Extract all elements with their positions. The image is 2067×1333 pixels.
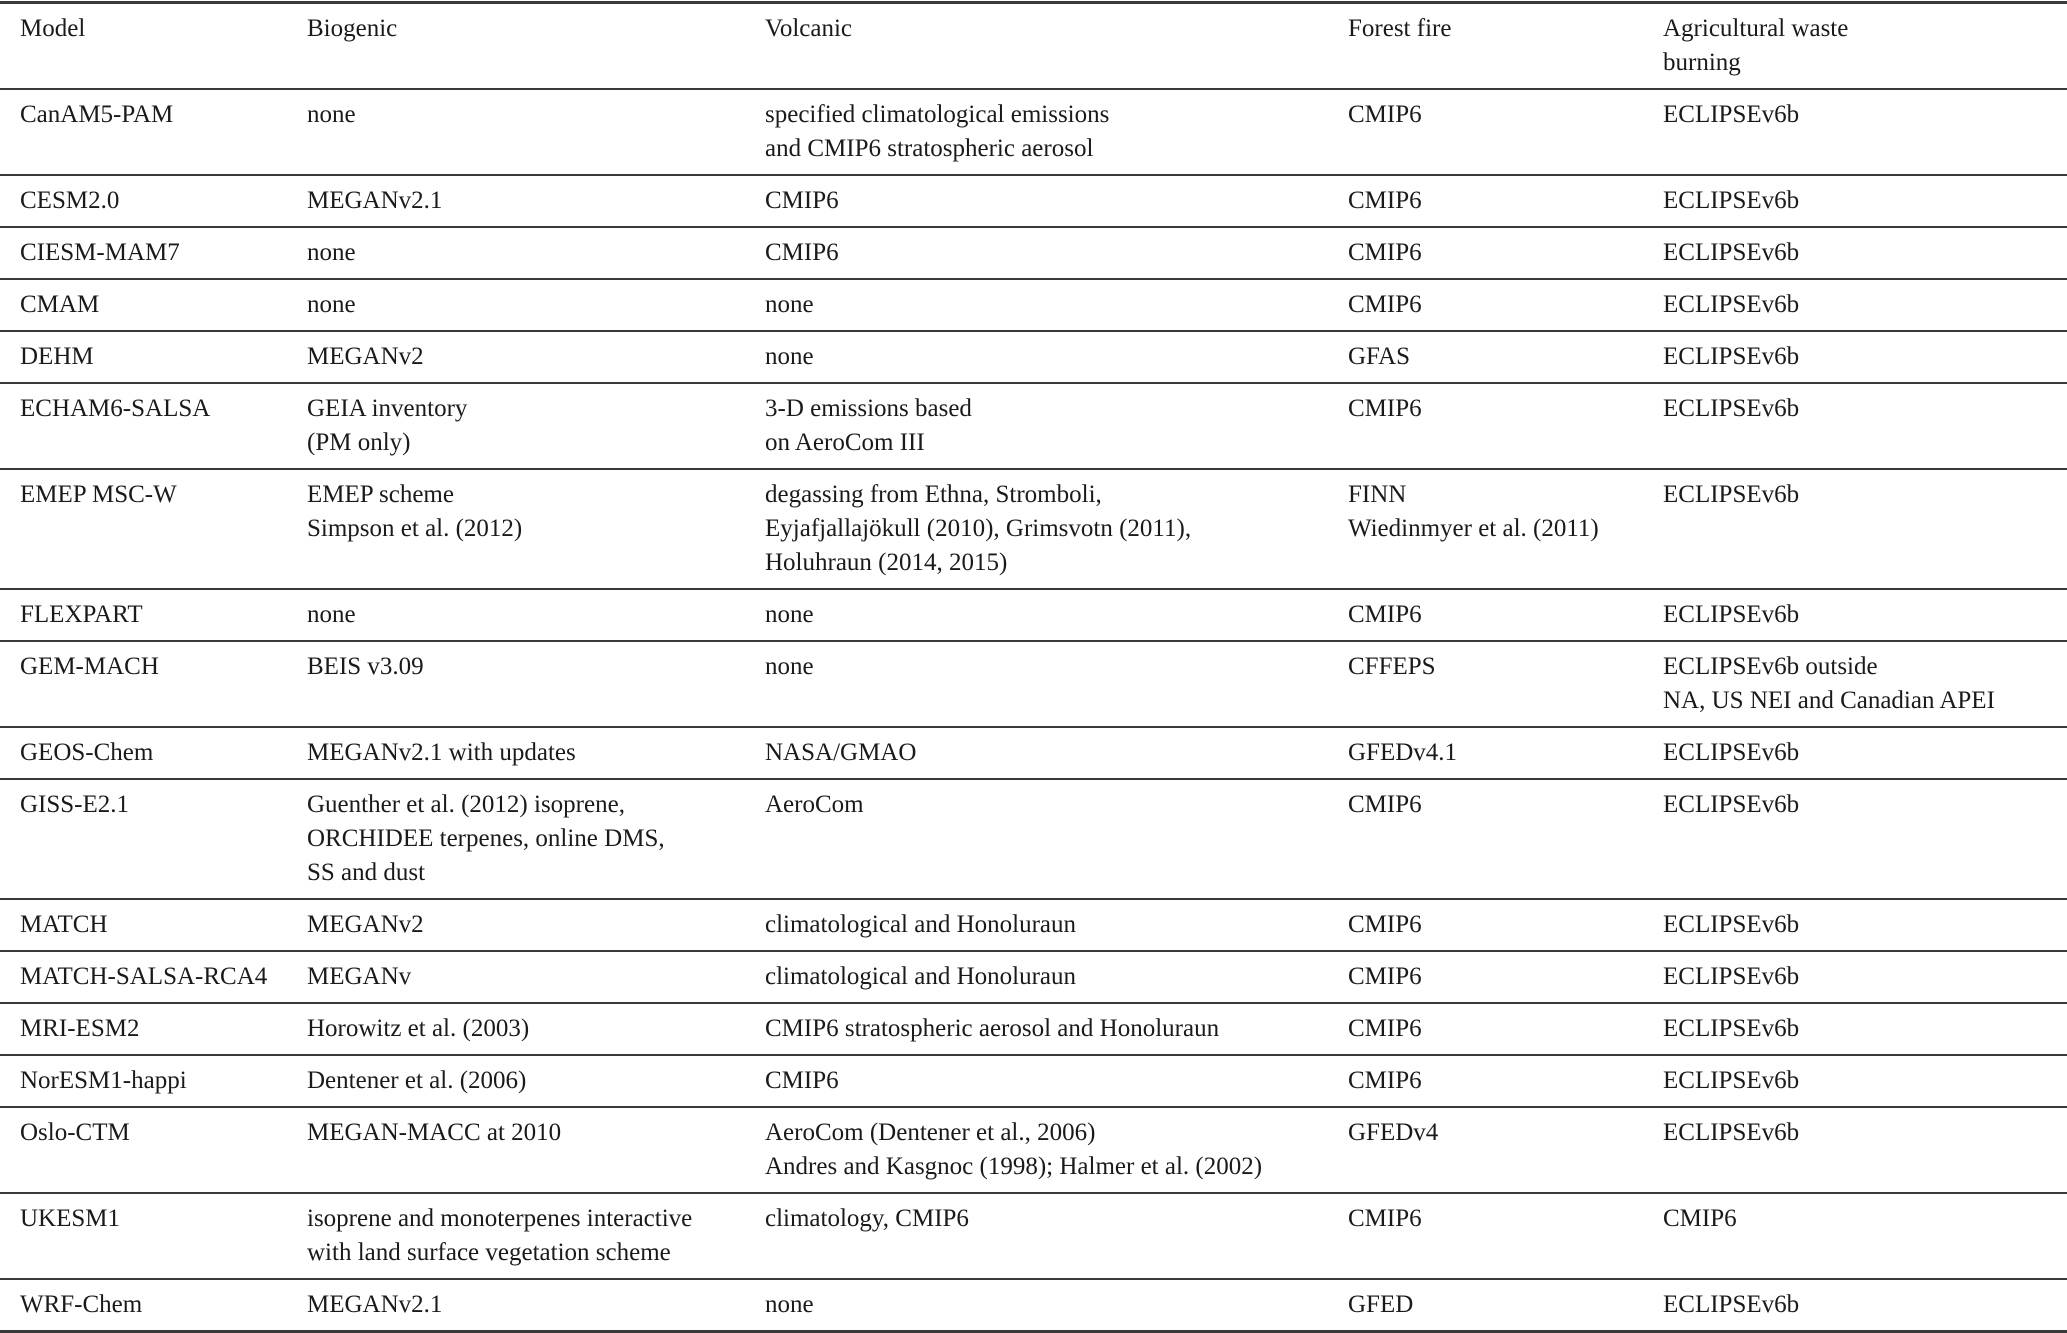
cell-volcanic — [765, 227, 1348, 279]
cell-text: none — [307, 101, 356, 128]
cell-volcanic — [765, 641, 1348, 727]
cell-model — [0, 383, 307, 469]
cell-agricultural-waste-burning — [1663, 175, 2067, 227]
cell-text: EMEP MSC-W — [20, 481, 177, 508]
cell-agricultural-waste-burning — [1663, 899, 2067, 951]
cell-volcanic — [765, 1193, 1348, 1279]
header-agricultural-waste-burning — [1663, 3, 2067, 90]
cell-text: CMIP6 — [1348, 1015, 1422, 1042]
cell-volcanic — [765, 589, 1348, 641]
header-forest-fire — [1348, 3, 1663, 90]
table-row — [0, 589, 2067, 641]
table-row — [0, 469, 2067, 589]
cell-biogenic — [307, 727, 765, 779]
cell-text: GFEDv4.1 — [1348, 739, 1458, 766]
cell-text: GFED — [1348, 1291, 1414, 1318]
cell-text: ECLIPSEv6b — [1663, 911, 1800, 938]
header-text: Model — [20, 15, 86, 42]
cell-model — [0, 899, 307, 951]
header-text: Agricultural waste — [1663, 15, 1849, 42]
cell-text: none — [307, 239, 356, 266]
cell-text: CanAM5-PAM — [20, 101, 174, 128]
cell-text: EMEP scheme — [307, 481, 454, 508]
cell-agricultural-waste-burning — [1663, 383, 2067, 469]
cell-forest-fire — [1348, 589, 1663, 641]
cell-text: FLEXPART — [20, 601, 143, 628]
table-row — [0, 951, 2067, 1003]
cell-text: none — [765, 1291, 814, 1318]
cell-volcanic — [765, 779, 1348, 899]
cell-text: GFAS — [1348, 343, 1411, 370]
cell-text: FINN — [1348, 481, 1407, 508]
cell-text: MEGANv2 — [307, 911, 424, 938]
cell-forest-fire — [1348, 1193, 1663, 1279]
cell-volcanic — [765, 89, 1348, 175]
cell-text: Guenther et al. (2012) isoprene, — [307, 791, 625, 818]
cell-biogenic — [307, 1279, 765, 1332]
cell-biogenic — [307, 1003, 765, 1055]
table-row — [0, 1279, 2067, 1332]
cell-biogenic — [307, 589, 765, 641]
cell-text: ECLIPSEv6b — [1663, 239, 1800, 266]
cell-text: 3-D emissions based — [765, 395, 972, 422]
cell-text: CFFEPS — [1348, 653, 1436, 680]
cell-model — [0, 1279, 307, 1332]
cell-text: GFEDv4 — [1348, 1119, 1439, 1146]
table-row — [0, 1003, 2067, 1055]
cell-text: MEGANv — [307, 963, 412, 990]
cell-text: ORCHIDEE terpenes, online DMS, — [307, 825, 665, 852]
cell-text: AeroCom — [765, 791, 864, 818]
cell-agricultural-waste-burning — [1663, 1193, 2067, 1279]
cell-text: climatology, CMIP6 — [765, 1205, 969, 1232]
cell-model — [0, 89, 307, 175]
cell-text: CMIP6 — [765, 187, 839, 214]
cell-text: Holuhraun (2014, 2015) — [765, 549, 1008, 576]
cell-text: BEIS v3.09 — [307, 653, 424, 680]
table-row — [0, 779, 2067, 899]
cell-text: WRF-Chem — [20, 1291, 143, 1318]
cell-text: CMAM — [20, 291, 100, 318]
cell-text: Andres and Kasgnoc (1998); Halmer et al. (2002) — [765, 1153, 1263, 1180]
cell-text: GEM-MACH — [20, 653, 159, 680]
cell-text: with land surface vegetation scheme — [307, 1239, 671, 1266]
header-row — [0, 3, 2067, 90]
cell-agricultural-waste-burning — [1663, 331, 2067, 383]
cell-agricultural-waste-burning — [1663, 641, 2067, 727]
cell-text: CMIP6 — [1348, 101, 1422, 128]
cell-volcanic — [765, 175, 1348, 227]
cell-text: MEGANv2.1 with updates — [307, 739, 576, 766]
cell-agricultural-waste-burning — [1663, 1107, 2067, 1193]
cell-forest-fire — [1348, 279, 1663, 331]
cell-text: Dentener et al. (2006) — [307, 1067, 527, 1094]
cell-text: (PM only) — [307, 429, 411, 456]
cell-forest-fire — [1348, 1003, 1663, 1055]
cell-forest-fire — [1348, 641, 1663, 727]
cell-text: GEOS-Chem — [20, 739, 154, 766]
cell-volcanic — [765, 331, 1348, 383]
header-biogenic — [307, 3, 765, 90]
cell-volcanic — [765, 469, 1348, 589]
cell-forest-fire — [1348, 1279, 1663, 1332]
cell-model — [0, 589, 307, 641]
cell-text: CESM2.0 — [20, 187, 120, 214]
cell-model — [0, 951, 307, 1003]
cell-text: ECLIPSEv6b — [1663, 601, 1800, 628]
cell-biogenic — [307, 279, 765, 331]
cell-volcanic — [765, 383, 1348, 469]
header-volcanic — [765, 3, 1348, 90]
cell-text: ECLIPSEv6b outside — [1663, 653, 1878, 680]
table-row — [0, 331, 2067, 383]
cell-text: none — [307, 291, 356, 318]
cell-text: ECLIPSEv6b — [1663, 481, 1800, 508]
cell-agricultural-waste-burning — [1663, 227, 2067, 279]
cell-agricultural-waste-burning — [1663, 89, 2067, 175]
header-text: Forest fire — [1348, 15, 1452, 42]
cell-text: Horowitz et al. (2003) — [307, 1015, 530, 1042]
cell-forest-fire — [1348, 899, 1663, 951]
cell-text: none — [765, 343, 814, 370]
cell-text: Wiedinmyer et al. (2011) — [1348, 515, 1599, 542]
cell-text: on AeroCom III — [765, 429, 925, 456]
cell-text: ECHAM6-SALSA — [20, 395, 211, 422]
header-text: burning — [1663, 49, 1741, 76]
cell-text: climatological and Honoluraun — [765, 963, 1077, 990]
cell-text: GISS-E2.1 — [20, 791, 130, 818]
cell-text: CMIP6 — [1348, 601, 1422, 628]
cell-text: DEHM — [20, 343, 94, 370]
cell-forest-fire — [1348, 1055, 1663, 1107]
cell-text: ECLIPSEv6b — [1663, 739, 1800, 766]
cell-forest-fire — [1348, 89, 1663, 175]
cell-text: specified climatological emissions — [765, 101, 1110, 128]
cell-text: Simpson et al. (2012) — [307, 515, 523, 542]
table-row — [0, 279, 2067, 331]
cell-text: isoprene and monoterpenes interactive — [307, 1205, 693, 1232]
cell-volcanic — [765, 1003, 1348, 1055]
cell-text: Oslo-CTM — [20, 1119, 130, 1146]
cell-volcanic — [765, 1055, 1348, 1107]
cell-text: CMIP6 — [1348, 1205, 1422, 1232]
cell-text: climatological and Honoluraun — [765, 911, 1077, 938]
cell-text: ECLIPSEv6b — [1663, 1015, 1800, 1042]
table-row — [0, 1107, 2067, 1193]
cell-volcanic — [765, 1107, 1348, 1193]
cell-biogenic — [307, 1107, 765, 1193]
cell-text: MRI-ESM2 — [20, 1015, 140, 1042]
cell-forest-fire — [1348, 175, 1663, 227]
cell-text: CMIP6 — [1348, 791, 1422, 818]
cell-text: CMIP6 — [1348, 291, 1422, 318]
cell-volcanic — [765, 899, 1348, 951]
table-row — [0, 899, 2067, 951]
cell-text: Eyjafjallajökull (2010), Grimsvotn (2011), — [765, 515, 1192, 542]
cell-text: CIESM-MAM7 — [20, 239, 180, 266]
table-row — [0, 383, 2067, 469]
cell-model — [0, 1193, 307, 1279]
cell-text: MEGANv2 — [307, 343, 424, 370]
cell-text: degassing from Ethna, Stromboli, — [765, 481, 1102, 508]
table-row — [0, 727, 2067, 779]
cell-agricultural-waste-burning — [1663, 279, 2067, 331]
header-text: Volcanic — [765, 15, 853, 42]
cell-biogenic — [307, 175, 765, 227]
cell-biogenic — [307, 951, 765, 1003]
cell-text: none — [307, 601, 356, 628]
cell-text: NASA/GMAO — [765, 739, 917, 766]
cell-forest-fire — [1348, 951, 1663, 1003]
cell-text: CMIP6 — [1348, 963, 1422, 990]
header-model — [0, 3, 307, 90]
cell-forest-fire — [1348, 331, 1663, 383]
cell-text: MEGANv2.1 — [307, 187, 443, 214]
cell-text: MATCH-SALSA-RCA4 — [20, 963, 268, 990]
table-row — [0, 1193, 2067, 1279]
cell-text: UKESM1 — [20, 1205, 121, 1232]
cell-model — [0, 469, 307, 589]
cell-text: ECLIPSEv6b — [1663, 187, 1800, 214]
cell-biogenic — [307, 779, 765, 899]
cell-biogenic — [307, 1055, 765, 1107]
cell-biogenic — [307, 1193, 765, 1279]
cell-text: ECLIPSEv6b — [1663, 963, 1800, 990]
table-row — [0, 227, 2067, 279]
cell-volcanic — [765, 1279, 1348, 1332]
cell-volcanic — [765, 951, 1348, 1003]
cell-text: MATCH — [20, 911, 108, 938]
table-header — [0, 3, 2067, 90]
table-row — [0, 89, 2067, 175]
cell-volcanic — [765, 727, 1348, 779]
cell-text: none — [765, 601, 814, 628]
cell-agricultural-waste-burning — [1663, 589, 2067, 641]
cell-agricultural-waste-burning — [1663, 469, 2067, 589]
cell-agricultural-waste-burning — [1663, 951, 2067, 1003]
cell-text: GEIA inventory — [307, 395, 468, 422]
cell-forest-fire — [1348, 1107, 1663, 1193]
cell-text: ECLIPSEv6b — [1663, 343, 1800, 370]
emissions-table — [0, 1, 2067, 1333]
cell-text: CMIP6 — [1663, 1205, 1737, 1232]
cell-forest-fire — [1348, 227, 1663, 279]
cell-biogenic — [307, 89, 765, 175]
cell-text: ECLIPSEv6b — [1663, 1291, 1800, 1318]
cell-forest-fire — [1348, 779, 1663, 899]
cell-model — [0, 1003, 307, 1055]
cell-text: MEGANv2.1 — [307, 1291, 443, 1318]
cell-text: MEGAN-MACC at 2010 — [307, 1119, 562, 1146]
cell-agricultural-waste-burning — [1663, 1055, 2067, 1107]
cell-text: CMIP6 — [1348, 395, 1422, 422]
table-row — [0, 175, 2067, 227]
cell-volcanic — [765, 279, 1348, 331]
cell-text: none — [765, 291, 814, 318]
cell-model — [0, 1107, 307, 1193]
cell-model — [0, 279, 307, 331]
cell-text: CMIP6 — [1348, 911, 1422, 938]
cell-text: ECLIPSEv6b — [1663, 1119, 1800, 1146]
cell-text: CMIP6 — [1348, 239, 1422, 266]
cell-biogenic — [307, 469, 765, 589]
cell-text: ECLIPSEv6b — [1663, 101, 1800, 128]
cell-model — [0, 1055, 307, 1107]
cell-agricultural-waste-burning — [1663, 1003, 2067, 1055]
cell-text: SS and dust — [307, 859, 426, 886]
cell-text: CMIP6 — [765, 239, 839, 266]
cell-biogenic — [307, 331, 765, 383]
cell-text: CMIP6 — [1348, 1067, 1422, 1094]
header-text: Biogenic — [307, 15, 398, 42]
cell-text: and CMIP6 stratospheric aerosol — [765, 135, 1094, 162]
cell-text: ECLIPSEv6b — [1663, 291, 1800, 318]
cell-model — [0, 227, 307, 279]
cell-text: NA, US NEI and Canadian APEI — [1663, 687, 1995, 714]
table-row — [0, 1055, 2067, 1107]
cell-model — [0, 331, 307, 383]
cell-biogenic — [307, 641, 765, 727]
cell-forest-fire — [1348, 469, 1663, 589]
cell-text: none — [765, 653, 814, 680]
cell-biogenic — [307, 383, 765, 469]
cell-text: ECLIPSEv6b — [1663, 791, 1800, 818]
cell-model — [0, 175, 307, 227]
cell-biogenic — [307, 227, 765, 279]
cell-model — [0, 727, 307, 779]
cell-biogenic — [307, 899, 765, 951]
cell-text: CMIP6 — [1348, 187, 1422, 214]
cell-text: ECLIPSEv6b — [1663, 1067, 1800, 1094]
cell-text: CMIP6 — [765, 1067, 839, 1094]
cell-text: NorESM1-happi — [20, 1067, 187, 1094]
cell-text: CMIP6 stratospheric aerosol and Honoluraun — [765, 1015, 1220, 1042]
cell-forest-fire — [1348, 727, 1663, 779]
cell-agricultural-waste-burning — [1663, 727, 2067, 779]
table-row — [0, 641, 2067, 727]
cell-text: AeroCom (Dentener et al., 2006) — [765, 1119, 1096, 1146]
cell-agricultural-waste-burning — [1663, 779, 2067, 899]
cell-text: ECLIPSEv6b — [1663, 395, 1800, 422]
cell-model — [0, 641, 307, 727]
cell-model — [0, 779, 307, 899]
table-body — [0, 89, 2067, 1332]
cell-forest-fire — [1348, 383, 1663, 469]
cell-agricultural-waste-burning — [1663, 1279, 2067, 1332]
